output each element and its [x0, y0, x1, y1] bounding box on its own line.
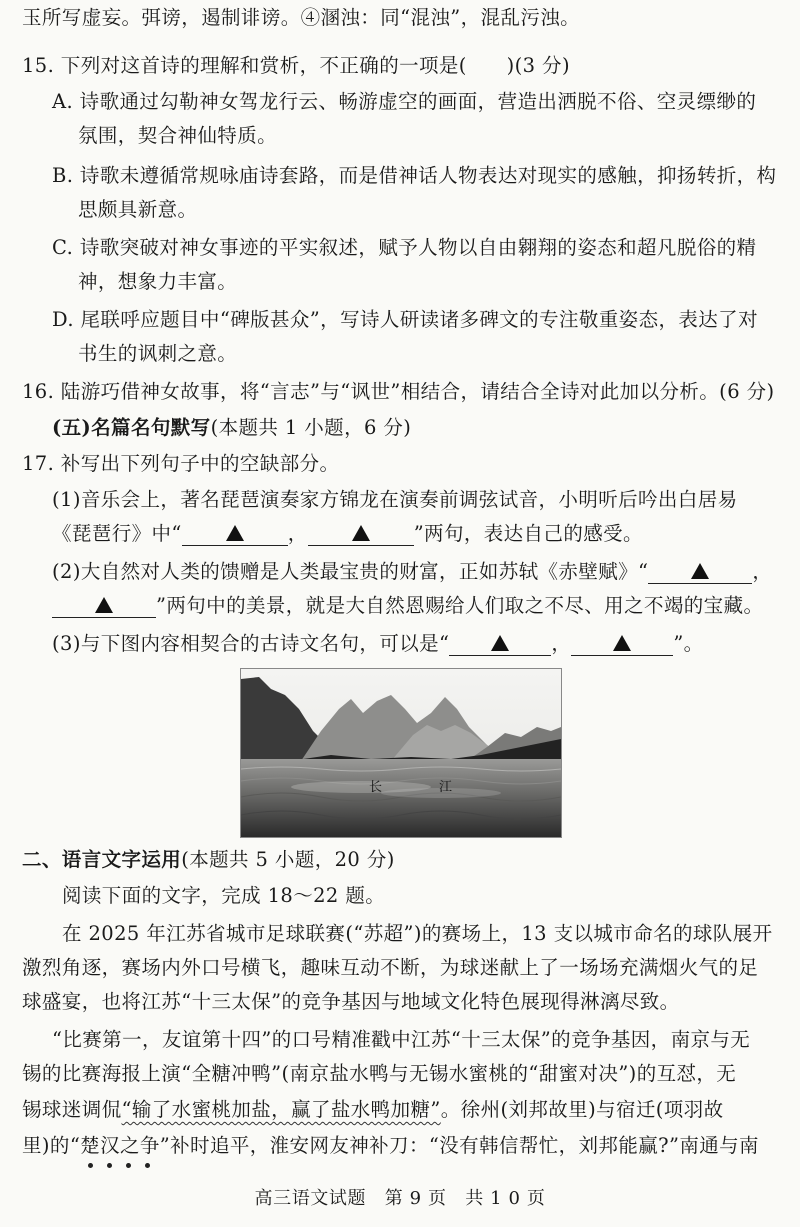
part-2-title: 二、语言文字运用	[22, 848, 182, 871]
q15-option-a-line2: 氛围，契合神仙特质。	[78, 124, 278, 147]
answer-blank[interactable]	[648, 561, 752, 584]
emphasis-dot-icon	[145, 1163, 150, 1168]
page-footer: 高三语文试题 第 9 页 共 1 0 页	[254, 1188, 546, 1209]
q15-option-c-line1: C. 诗歌突破对神女事迹的平实叙述，赋予人物以自由翱翔的姿态和超凡脱俗的精	[52, 236, 757, 259]
q17-part2-line2	[52, 592, 763, 620]
triangle-marker-icon	[691, 563, 709, 579]
passage-text: 补时追平，淮安网友神补刀：“没有韩信帮忙，刘邦能赢?”南通与南	[170, 1134, 759, 1157]
section-5-title: (五)名篇名句默写	[52, 416, 211, 439]
landscape-picture	[241, 669, 561, 837]
passage-p1-line1: 在 2025 年江苏省城市足球联赛(“苏超”)的赛场上，13 支以城市命名的球队展开	[62, 922, 773, 945]
q17-part1-text-a: 《琵琶行》中“	[52, 522, 182, 545]
passage-p2-line4	[22, 1132, 759, 1160]
emphasis-dot-icon	[126, 1163, 131, 1168]
question-15-stem: 15. 下列对这首诗的理解和赏析，不正确的一项是( )(3 分)	[22, 54, 570, 77]
dotted-emphasis-phrase: “楚汉之争”	[69, 1134, 171, 1157]
triangle-marker-icon	[491, 635, 509, 651]
q15-option-b-line1: B. 诗歌未遵循常规咏庙诗套路，而是借神话人物表达对现实的感触，抑扬转折，构	[52, 164, 777, 187]
emphasis-dot-icon	[107, 1163, 112, 1168]
triangle-marker-icon	[352, 525, 370, 541]
q17-part3-line	[52, 630, 704, 658]
passage-text: 。徐州(刘邦故里)与宿迁(项羽故	[440, 1098, 724, 1121]
q17-part1-line2	[52, 520, 643, 548]
q17-part1-text-c: ”两句，表达自己的感受。	[413, 522, 643, 545]
answer-blank[interactable]	[308, 523, 414, 546]
q17-part3-text-a: (3)与下图内容相契合的古诗文名句，可以是“	[52, 632, 450, 655]
q17-part1-line1: (1)音乐会上，著名琵琶演奏家方锦龙在演奏前调弦试音，小明听后吟出白居易	[52, 488, 738, 511]
q17-part2-text-b: ”两句中的美景，就是大自然恩赐给人们取之不尽、用之不竭的宝藏。	[156, 594, 764, 617]
passage-text: 锡球迷调侃	[22, 1098, 122, 1121]
figure-label-chang: 长	[369, 780, 383, 795]
q17-part2-line1	[52, 558, 772, 586]
q15-option-a-line1: A. 诗歌通过勾勒神女驾龙行云、畅游虚空的画面，营造出洒脱不俗、空灵缥缈的	[52, 90, 757, 113]
q17-part2-text-a: (2)大自然对人类的馈赠是人类最宝贵的财富，正如苏轼《赤壁赋》“	[52, 560, 649, 583]
q17-part2-comma: ，	[752, 560, 773, 583]
passage-p1-line2: 激烈角逐，赛场内外口号横飞，趣味互动不断，为球迷献上了一场场充满烟火气的足	[22, 956, 759, 979]
part-2-note: (本题共 5 小题，20 分)	[181, 848, 395, 871]
reading-instruction: 阅读下面的文字，完成 18～22 题。	[62, 884, 386, 907]
passage-text: 里)的	[22, 1134, 70, 1157]
passage-p1-line3: 球盛宴，也将江苏“十三太保”的竞争基因与地域文化特色展现得淋漓尽致。	[22, 990, 680, 1013]
emphasis-dot-icon	[88, 1163, 93, 1168]
passage-p2-line1: “比赛第一，友谊第十四”的口号精准戳中江苏“十三太保”的竞争基因，南京与无	[52, 1028, 751, 1051]
question-17-stem: 17. 补写出下列句子中的空缺部分。	[22, 452, 340, 475]
emphasis-dots	[88, 1163, 150, 1168]
figure-label-jiang: 江	[439, 780, 453, 795]
q15-option-d-line2: 书生的讽刺之意。	[78, 342, 238, 365]
q15-option-c-line2: 神，想象力丰富。	[78, 270, 238, 293]
question-16: 16. 陆游巧借神女故事，将“言志”与“讽世”相结合，请结合全诗对此加以分析。(6 分)	[22, 380, 775, 403]
wavy-underlined-slogan: “输了水蜜桃加盐，赢了盐水鸭加糖”	[121, 1098, 441, 1121]
q15-option-d-line1: D. 尾联呼应题目中“碑版甚众”，写诗人研读诸多碑文的专注敬重姿态，表达了对	[52, 308, 758, 331]
triangle-marker-icon	[613, 635, 631, 651]
answer-blank[interactable]	[449, 633, 551, 656]
section-5-heading	[52, 414, 411, 442]
yangtze-river-illustration	[240, 668, 562, 838]
triangle-marker-icon	[226, 525, 244, 541]
section-5-note: (本题共 1 小题，6 分)	[210, 416, 412, 439]
part-2-heading	[22, 846, 395, 874]
triangle-marker-icon	[95, 597, 113, 613]
previous-annotation: 玉所写虚妄。弭谤，遏制诽谤。④溷浊：同“混浊”，混乱污浊。	[22, 6, 581, 29]
answer-blank[interactable]	[182, 523, 288, 546]
answer-blank[interactable]	[571, 633, 673, 656]
passage-p2-line2: 锡的比赛海报上演“全糖冲鸭”(南京盐水鸭与无锡水蜜桃的“甜蜜对决”)的互怼，无	[22, 1062, 737, 1085]
q17-part1-comma: ，	[287, 522, 308, 545]
passage-p2-line3	[22, 1096, 724, 1124]
answer-blank[interactable]	[52, 595, 156, 618]
q17-part3-comma: ，	[551, 632, 572, 655]
q15-option-b-line2: 思颇具新意。	[78, 198, 198, 221]
q17-part3-text-c: ”。	[673, 632, 704, 655]
